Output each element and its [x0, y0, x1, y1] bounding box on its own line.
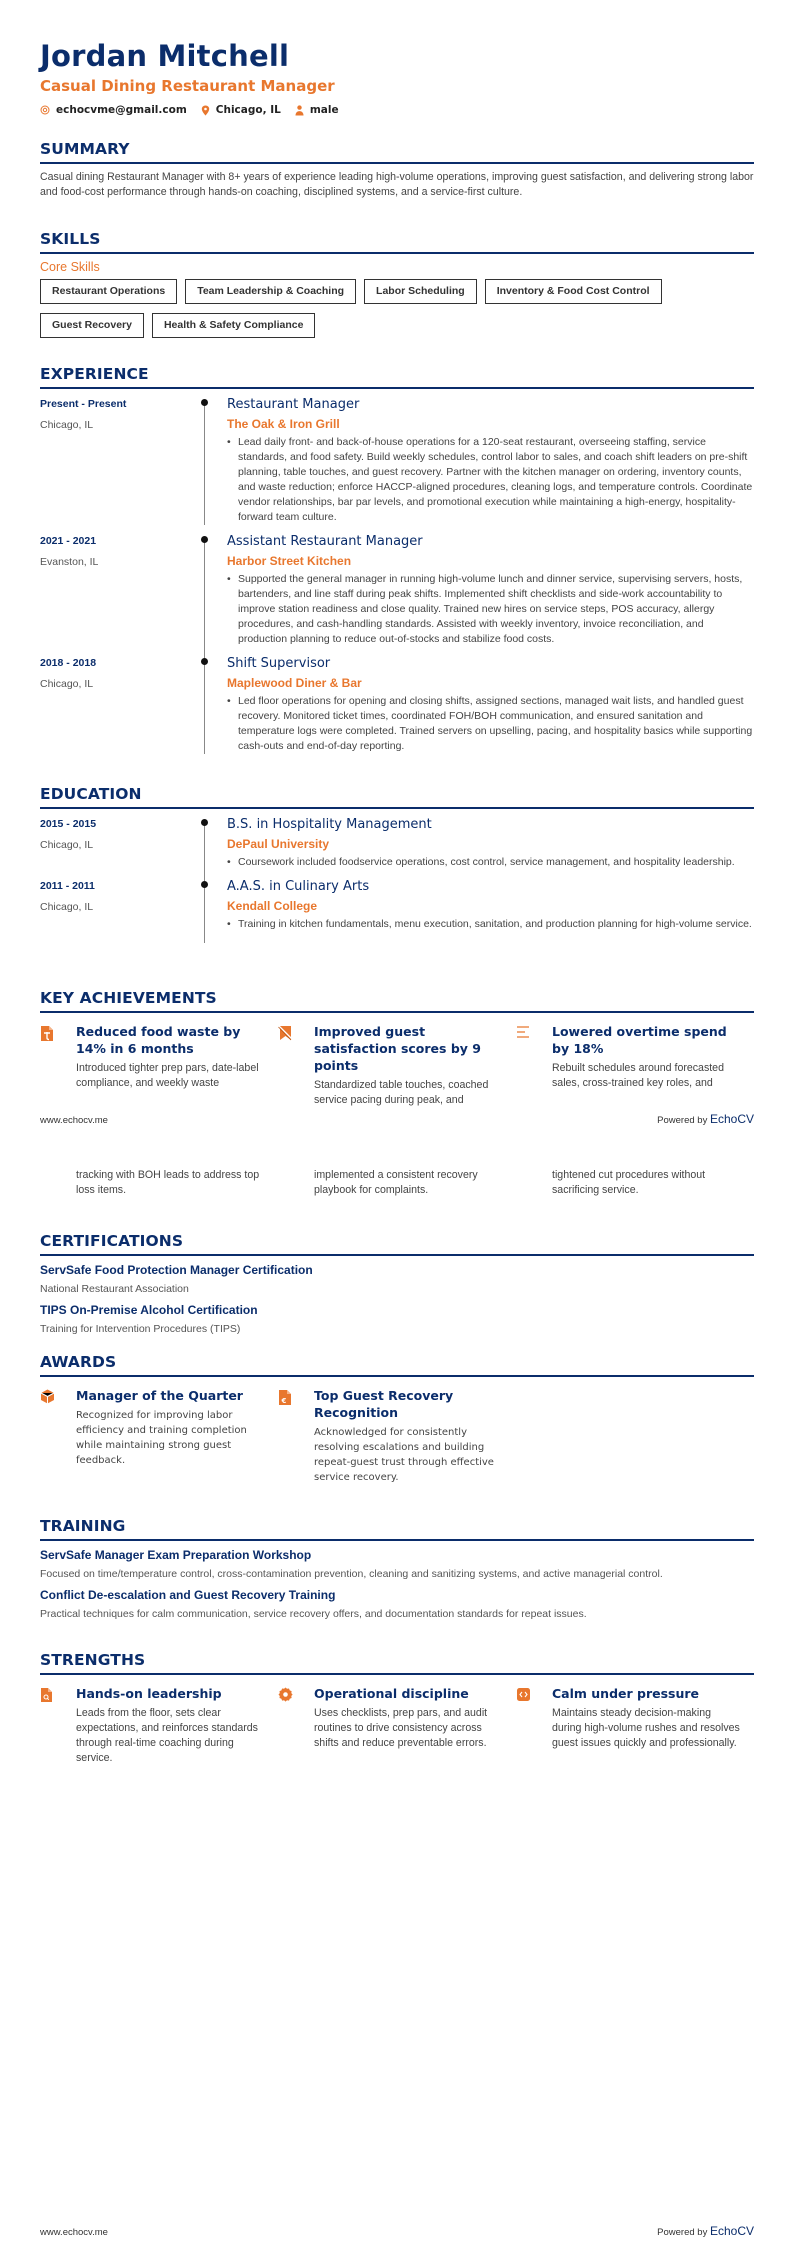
candidate-title: Casual Dining Restaurant Manager — [40, 77, 335, 95]
section-heading: STRENGTHS — [40, 1650, 754, 1675]
strength-card — [516, 1685, 754, 1766]
entry-bullet: • Training in kitchen fundamentals, menu execution, sanitation, and production planning for high-volume service. — [227, 917, 754, 932]
training-desc: Focused on time/temperature control, cross-contamination prevention, cleaning and sanitizing systems, and active managerial control. — [40, 1568, 663, 1580]
euro-document-icon — [278, 1389, 292, 1406]
certification-issuer: Training for Intervention Procedures (TIPS) — [40, 1323, 241, 1335]
section-heading: KEY ACHIEVEMENTS — [40, 988, 754, 1013]
strength-title: Operational discipline — [314, 1686, 469, 1701]
page-footer — [40, 2224, 754, 2238]
timeline-dot — [201, 819, 208, 826]
experience-section — [40, 364, 754, 754]
candidate-name: Jordan Mitchell — [40, 39, 290, 73]
gender-text: male — [309, 104, 339, 116]
timeline-line — [204, 401, 205, 525]
contact-row — [40, 104, 353, 116]
entry-bullet: • Supported the general manager in running high-volume lunch and dinner service, supervising servers, hosts, bartenders, and line staff during peak shifts. Implemented shift checklists and side-work accountability to improve station readiness and close quality. Trained new hires on service steps, POS accuracy, allergy procedures, and cash-handling standards. Assisted with weekly inventory, invoice reconciliation, and production planning to reduce out-of-stocks and stabilize food costs. — [227, 572, 754, 647]
achievement-card — [40, 1023, 278, 1108]
section-heading: TRAINING — [40, 1516, 754, 1541]
location-text: Chicago, IL — [215, 104, 281, 116]
achievement-desc-continued: tracking with BOH leads to address top loss items. — [76, 1169, 260, 1196]
page-footer — [40, 1112, 754, 1126]
achievement-title: Reduced food waste by 14% in 6 months — [76, 1024, 241, 1056]
award-card — [278, 1387, 516, 1485]
map-pin-icon — [201, 105, 210, 116]
timeline-dot — [201, 399, 208, 406]
code-icon — [516, 1687, 531, 1702]
summary-text: Casual dining Restaurant Manager with 8+ years of experience leading high-volume operations, improving guest satisfaction, and delivering strong labor and food-cost performance through hands-on coaching, disciplined systems, and a service-first culture. — [40, 171, 754, 198]
strength-desc: Uses checklists, prep pars, and audit routines to drive consistency across shifts and reduce preventable errors. — [314, 1707, 488, 1749]
skill-chip: Health & Safety Compliance — [152, 313, 315, 338]
entry-bullet: • Coursework included foodservice operations, cost control, service management, and hospitality leadership. — [227, 855, 754, 870]
strength-card — [40, 1685, 278, 1766]
award-desc: Acknowledged for consistently resolving escalations and building repeat-guest trust through effective service recovery. — [314, 1427, 494, 1483]
strengths-section — [40, 1650, 754, 1766]
education-entry — [40, 817, 754, 870]
entry-role: Restaurant Manager — [227, 397, 360, 412]
person-icon — [295, 105, 304, 116]
certifications-section — [40, 1231, 754, 1336]
menu-lines-icon — [516, 1025, 531, 1039]
awards-section — [40, 1352, 754, 1485]
award-title: Manager of the Quarter — [76, 1388, 243, 1403]
skills-group-label: Core Skills — [40, 260, 100, 274]
achievement-desc-continued: tightened cut procedures without sacrificing service. — [552, 1169, 706, 1196]
achievements-section — [40, 988, 754, 1108]
entry-location: Chicago, IL — [40, 419, 94, 431]
achievement-title: Lowered overtime spend by 18% — [552, 1024, 727, 1056]
certification-issuer: National Restaurant Association — [40, 1283, 189, 1295]
entry-location: Evanston, IL — [40, 556, 99, 568]
entry-org: Harbor Street Kitchen — [227, 554, 352, 568]
footer-brand[interactable]: EchoCV — [709, 1112, 754, 1126]
footer-website-link[interactable]: www.echocv.me — [40, 1115, 108, 1126]
entry-bullet: • Lead daily front- and back-of-house operations for a 120-seat restaurant, overseeing staffing, service standards, and food safety. Build weekly schedules, control labor to sales, and coach shift leaders on pre-shift planning, table touches, and guest recovery. Partner with the kitchen manager on ordering, inventory counts, and waste reduction; enforce HACCP-aligned procedures, cleaning logs, and temperature controls. Coordinate vendor relationships, bar par levels, and promotional execution while maintaining a high-energy, hospitality-forward team culture. — [227, 435, 754, 525]
skill-chip: Team Leadership & Coaching — [185, 279, 356, 304]
entry-dates: 2018 - 2018 — [40, 657, 97, 669]
timeline-dot — [201, 881, 208, 888]
entry-location: Chicago, IL — [40, 901, 94, 913]
entry-location: Chicago, IL — [40, 839, 94, 851]
experience-entry — [40, 534, 754, 647]
training-name: ServSafe Manager Exam Preparation Workshop — [40, 1548, 312, 1562]
timeline-line — [204, 883, 205, 943]
entry-role: Assistant Restaurant Manager — [227, 534, 423, 549]
timeline-line — [204, 821, 205, 881]
strength-desc: Maintains steady decision-making during high-volume rushes and resolves guest issues quickly and professionally. — [552, 1707, 740, 1749]
entry-dates: 2015 - 2015 — [40, 818, 97, 830]
skills-chip-list — [40, 279, 754, 347]
training-section — [40, 1516, 754, 1621]
section-heading: EXPERIENCE — [40, 364, 754, 389]
skill-chip: Labor Scheduling — [364, 279, 477, 304]
skill-chip: Restaurant Operations — [40, 279, 177, 304]
footer-brand[interactable]: EchoCV — [709, 2224, 754, 2238]
section-heading: SUMMARY — [40, 139, 754, 164]
resume-header — [40, 38, 353, 116]
entry-org: The Oak & Iron Grill — [227, 417, 340, 431]
search-document-icon — [40, 1687, 53, 1703]
experience-entry — [40, 656, 754, 754]
achievements-continued — [40, 1168, 754, 1198]
award-desc: Recognized for improving labor efficiency and training completion while maintaining strong guest feedback. — [76, 1410, 247, 1466]
achievement-card — [278, 1023, 516, 1108]
cube-icon — [40, 1389, 55, 1404]
achievement-desc: Rebuilt schedules around forecasted sales, cross-trained key roles, and — [552, 1062, 724, 1089]
section-heading: EDUCATION — [40, 784, 754, 809]
achievement-desc-continued: implemented a consistent recovery playbook for complaints. — [314, 1169, 478, 1196]
section-heading: AWARDS — [40, 1352, 754, 1377]
contact-location — [201, 104, 281, 116]
award-title: Top Guest Recovery Recognition — [314, 1388, 454, 1420]
footer-website-link[interactable]: www.echocv.me — [40, 2227, 108, 2238]
training-desc: Practical techniques for calm communication, service recovery offers, and documentation standards for repeat issues. — [40, 1608, 587, 1620]
certification-name: ServSafe Food Protection Manager Certification — [40, 1263, 313, 1277]
entry-dates: Present - Present — [40, 398, 127, 410]
achievement-title: Improved guest satisfaction scores by 9 points — [314, 1024, 481, 1073]
education-section — [40, 784, 754, 932]
entry-location: Chicago, IL — [40, 678, 94, 690]
entry-role: Shift Supervisor — [227, 656, 331, 671]
strength-card — [278, 1685, 516, 1766]
summary-section — [40, 139, 754, 200]
achievement-card — [516, 1023, 754, 1108]
timeline-dot — [201, 658, 208, 665]
section-heading: SKILLS — [40, 229, 754, 254]
email-text: echocvme@gmail.com — [56, 104, 187, 116]
experience-entry — [40, 397, 754, 525]
strength-title: Hands-on leadership — [76, 1686, 222, 1701]
certification-name: TIPS On-Premise Alcohol Certification — [40, 1303, 258, 1317]
skills-section — [40, 229, 754, 347]
training-name: Conflict De-escalation and Guest Recovery Training — [40, 1588, 336, 1602]
achievement-desc: Introduced tighter prep pars, date-label compliance, and weekly waste — [76, 1062, 259, 1089]
strength-title: Calm under pressure — [552, 1686, 700, 1701]
at-icon — [40, 105, 50, 115]
contact-gender — [295, 104, 339, 116]
bookmark-slash-icon — [278, 1025, 293, 1041]
award-card — [40, 1387, 278, 1485]
achievements-grid — [40, 1023, 754, 1108]
timeline-dot — [201, 536, 208, 543]
timeline-line — [204, 538, 205, 662]
contact-email[interactable] — [40, 104, 187, 116]
entry-org: Maplewood Diner & Bar — [227, 676, 362, 690]
footer-powered: Powered by EchoCV — [657, 1112, 754, 1126]
entry-degree: B.S. in Hospitality Management — [227, 817, 432, 832]
gear-icon — [278, 1687, 293, 1702]
entry-school: DePaul University — [227, 837, 330, 851]
awards-grid — [40, 1387, 754, 1485]
education-entry — [40, 879, 754, 932]
entry-bullet: • Led floor operations for opening and closing shifts, assigned sections, managed wait lists, and handled guest recovery. Monitored ticket times, coordinated FOH/BOH communication, and ensured sanitation and temperature logs were completed. Trained servers on upselling, pacing, and hospitality basics while supporting cash-outs and end-of-day reporting. — [227, 694, 754, 754]
svg-text:€: € — [281, 1397, 287, 1405]
strength-desc: Leads from the floor, sets clear expectations, and reinforces standards through real-time coaching during service. — [76, 1707, 258, 1764]
entry-degree: A.A.S. in Culinary Arts — [227, 879, 370, 894]
section-heading: CERTIFICATIONS — [40, 1231, 754, 1256]
achievement-desc: Standardized table touches, coached service pacing during peak, and — [314, 1079, 489, 1106]
timeline-line — [204, 660, 205, 754]
strengths-grid — [40, 1685, 754, 1766]
skill-chip: Guest Recovery — [40, 313, 144, 338]
entry-dates: 2021 - 2021 — [40, 535, 97, 547]
document-icon — [40, 1025, 54, 1042]
footer-powered: Powered by EchoCV — [657, 2224, 754, 2238]
skill-chip: Inventory & Food Cost Control — [485, 279, 662, 304]
entry-school: Kendall College — [227, 899, 318, 913]
entry-dates: 2011 - 2011 — [40, 880, 95, 892]
